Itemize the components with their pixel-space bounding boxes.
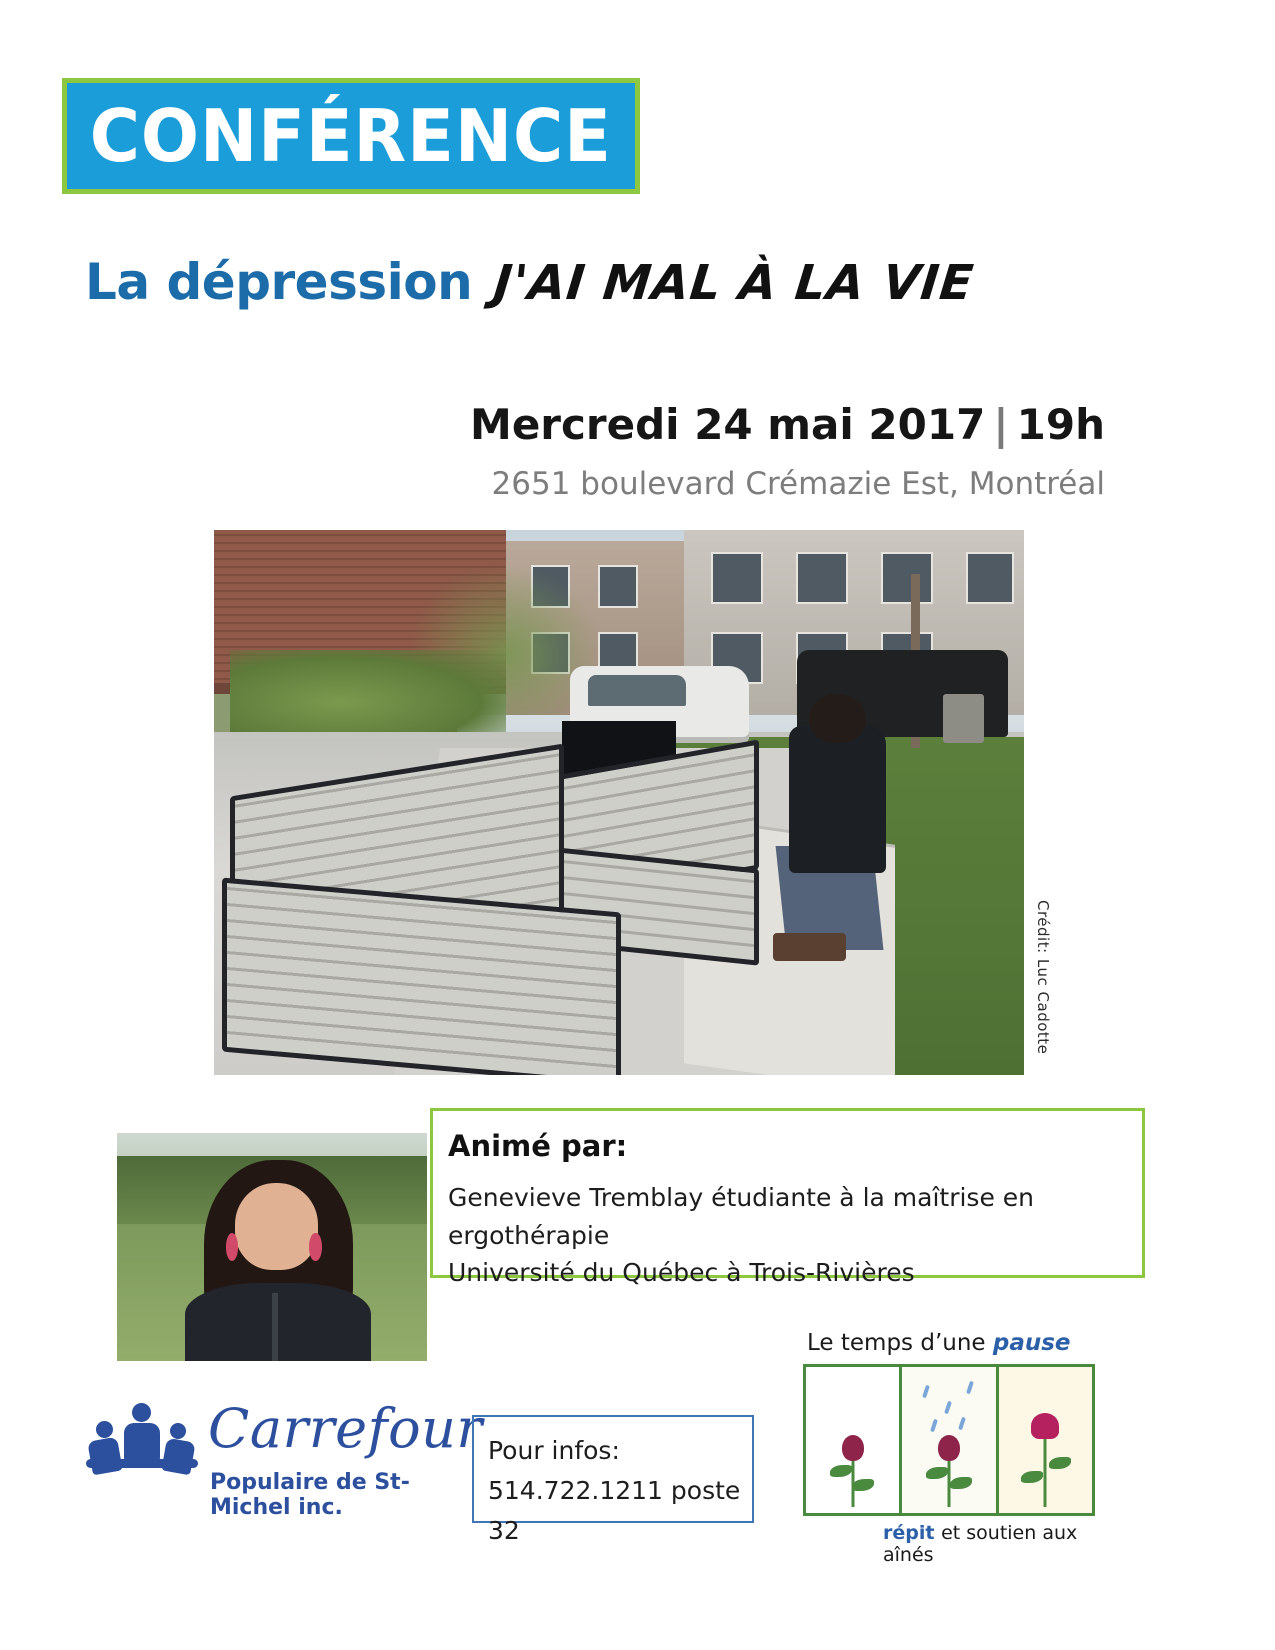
speaker-info-box bbox=[430, 1108, 1145, 1287]
contact-phone[interactable]: 514.722.1211 poste 32 bbox=[488, 1476, 741, 1545]
park-bench-photo bbox=[214, 530, 1024, 1075]
event-time: 19h bbox=[1016, 400, 1105, 449]
flower-leaf bbox=[852, 1479, 874, 1491]
raindrop-icon bbox=[958, 1417, 966, 1431]
figure-head bbox=[96, 1421, 113, 1438]
carrefour-logo bbox=[86, 1395, 483, 1525]
carrefour-subtitle: Populaire de St-Michel inc. bbox=[210, 1470, 410, 1520]
speaker-portrait bbox=[117, 1133, 427, 1361]
illustration-panel-3 bbox=[999, 1367, 1092, 1513]
carrefour-figures-icon bbox=[86, 1399, 201, 1489]
flower-leaf bbox=[830, 1465, 852, 1477]
partner-tagline-prefix: répit bbox=[883, 1522, 942, 1544]
photo-window bbox=[881, 552, 933, 604]
figure-base bbox=[86, 1459, 198, 1468]
flower-leaf bbox=[926, 1467, 948, 1479]
raindrop-icon bbox=[922, 1385, 930, 1399]
portrait-earring-right bbox=[309, 1233, 321, 1260]
portrait-face bbox=[235, 1183, 319, 1270]
illustration-panel-1 bbox=[806, 1367, 902, 1513]
figure-head bbox=[170, 1423, 186, 1439]
figure-body bbox=[87, 1437, 122, 1476]
portrait-zipper bbox=[272, 1293, 278, 1361]
partner-title-prefix: Le temps d’une bbox=[807, 1330, 993, 1356]
photo-window bbox=[966, 552, 1014, 604]
photo-window bbox=[796, 552, 848, 604]
photo-bush bbox=[230, 650, 505, 737]
illustration-panel-2 bbox=[902, 1367, 998, 1513]
title-blue-part: La dépression bbox=[85, 253, 473, 311]
title-black-part: J'AI MAL À LA VIE bbox=[491, 255, 977, 311]
photo-bench-seat-near bbox=[222, 878, 621, 1075]
raindrop-icon bbox=[944, 1401, 952, 1415]
flower-stem bbox=[1044, 1435, 1047, 1507]
flower-leaf bbox=[1021, 1471, 1043, 1483]
page-title bbox=[85, 253, 1195, 311]
contact-info-box bbox=[472, 1415, 754, 1545]
photo-person-torso bbox=[789, 726, 886, 873]
partner-illustration bbox=[803, 1364, 1095, 1516]
speaker-heading: Animé par: bbox=[448, 1129, 628, 1163]
flower-leaf bbox=[1049, 1457, 1071, 1469]
carrefour-name: Carrefour bbox=[208, 1397, 483, 1460]
photo-trash-bin bbox=[943, 694, 984, 743]
portrait-jacket bbox=[185, 1283, 371, 1361]
contact-label: Pour infos: bbox=[488, 1436, 620, 1465]
partner-logo bbox=[797, 1330, 1102, 1566]
flower-leaf bbox=[950, 1477, 972, 1489]
partner-tagline-rest: et soutien aux aînés bbox=[883, 1522, 1078, 1566]
flower-bud-drooping bbox=[938, 1435, 960, 1461]
speaker-affiliation: Université du Québec à Trois-Rivières bbox=[448, 1258, 915, 1287]
photo-person-head bbox=[809, 694, 866, 743]
event-date: Mercredi 24 mai 2017 bbox=[470, 400, 986, 449]
portrait-earring-left bbox=[226, 1233, 238, 1260]
partner-tagline bbox=[883, 1522, 1102, 1566]
tulip-bloom bbox=[1031, 1413, 1059, 1439]
figure-body bbox=[124, 1423, 160, 1463]
conference-banner bbox=[62, 78, 640, 194]
partner-title-emphasis: pause bbox=[992, 1330, 1071, 1356]
partner-title bbox=[807, 1330, 1071, 1356]
raindrop-icon bbox=[930, 1419, 938, 1433]
photo-car-windshield bbox=[588, 675, 686, 706]
photo-credit: Crédit: Luc Cadotte bbox=[1034, 900, 1052, 1055]
figure-body bbox=[161, 1438, 195, 1476]
event-address: 2651 boulevard Crémazie Est, Montréal bbox=[491, 466, 1105, 502]
photo-window bbox=[598, 565, 638, 607]
conference-banner-label: CONFÉRENCE bbox=[89, 94, 613, 178]
event-datetime bbox=[470, 400, 1105, 449]
photo-window bbox=[711, 552, 763, 604]
figure-head bbox=[132, 1403, 151, 1422]
raindrop-icon bbox=[966, 1381, 974, 1395]
speaker-name: Genevieve Tremblay étudiante à la maîtrise en ergothérapie bbox=[448, 1183, 1034, 1250]
date-separator: | bbox=[993, 400, 1009, 449]
flower-bud-drooping bbox=[842, 1435, 864, 1461]
photo-person-shoes bbox=[773, 933, 846, 960]
